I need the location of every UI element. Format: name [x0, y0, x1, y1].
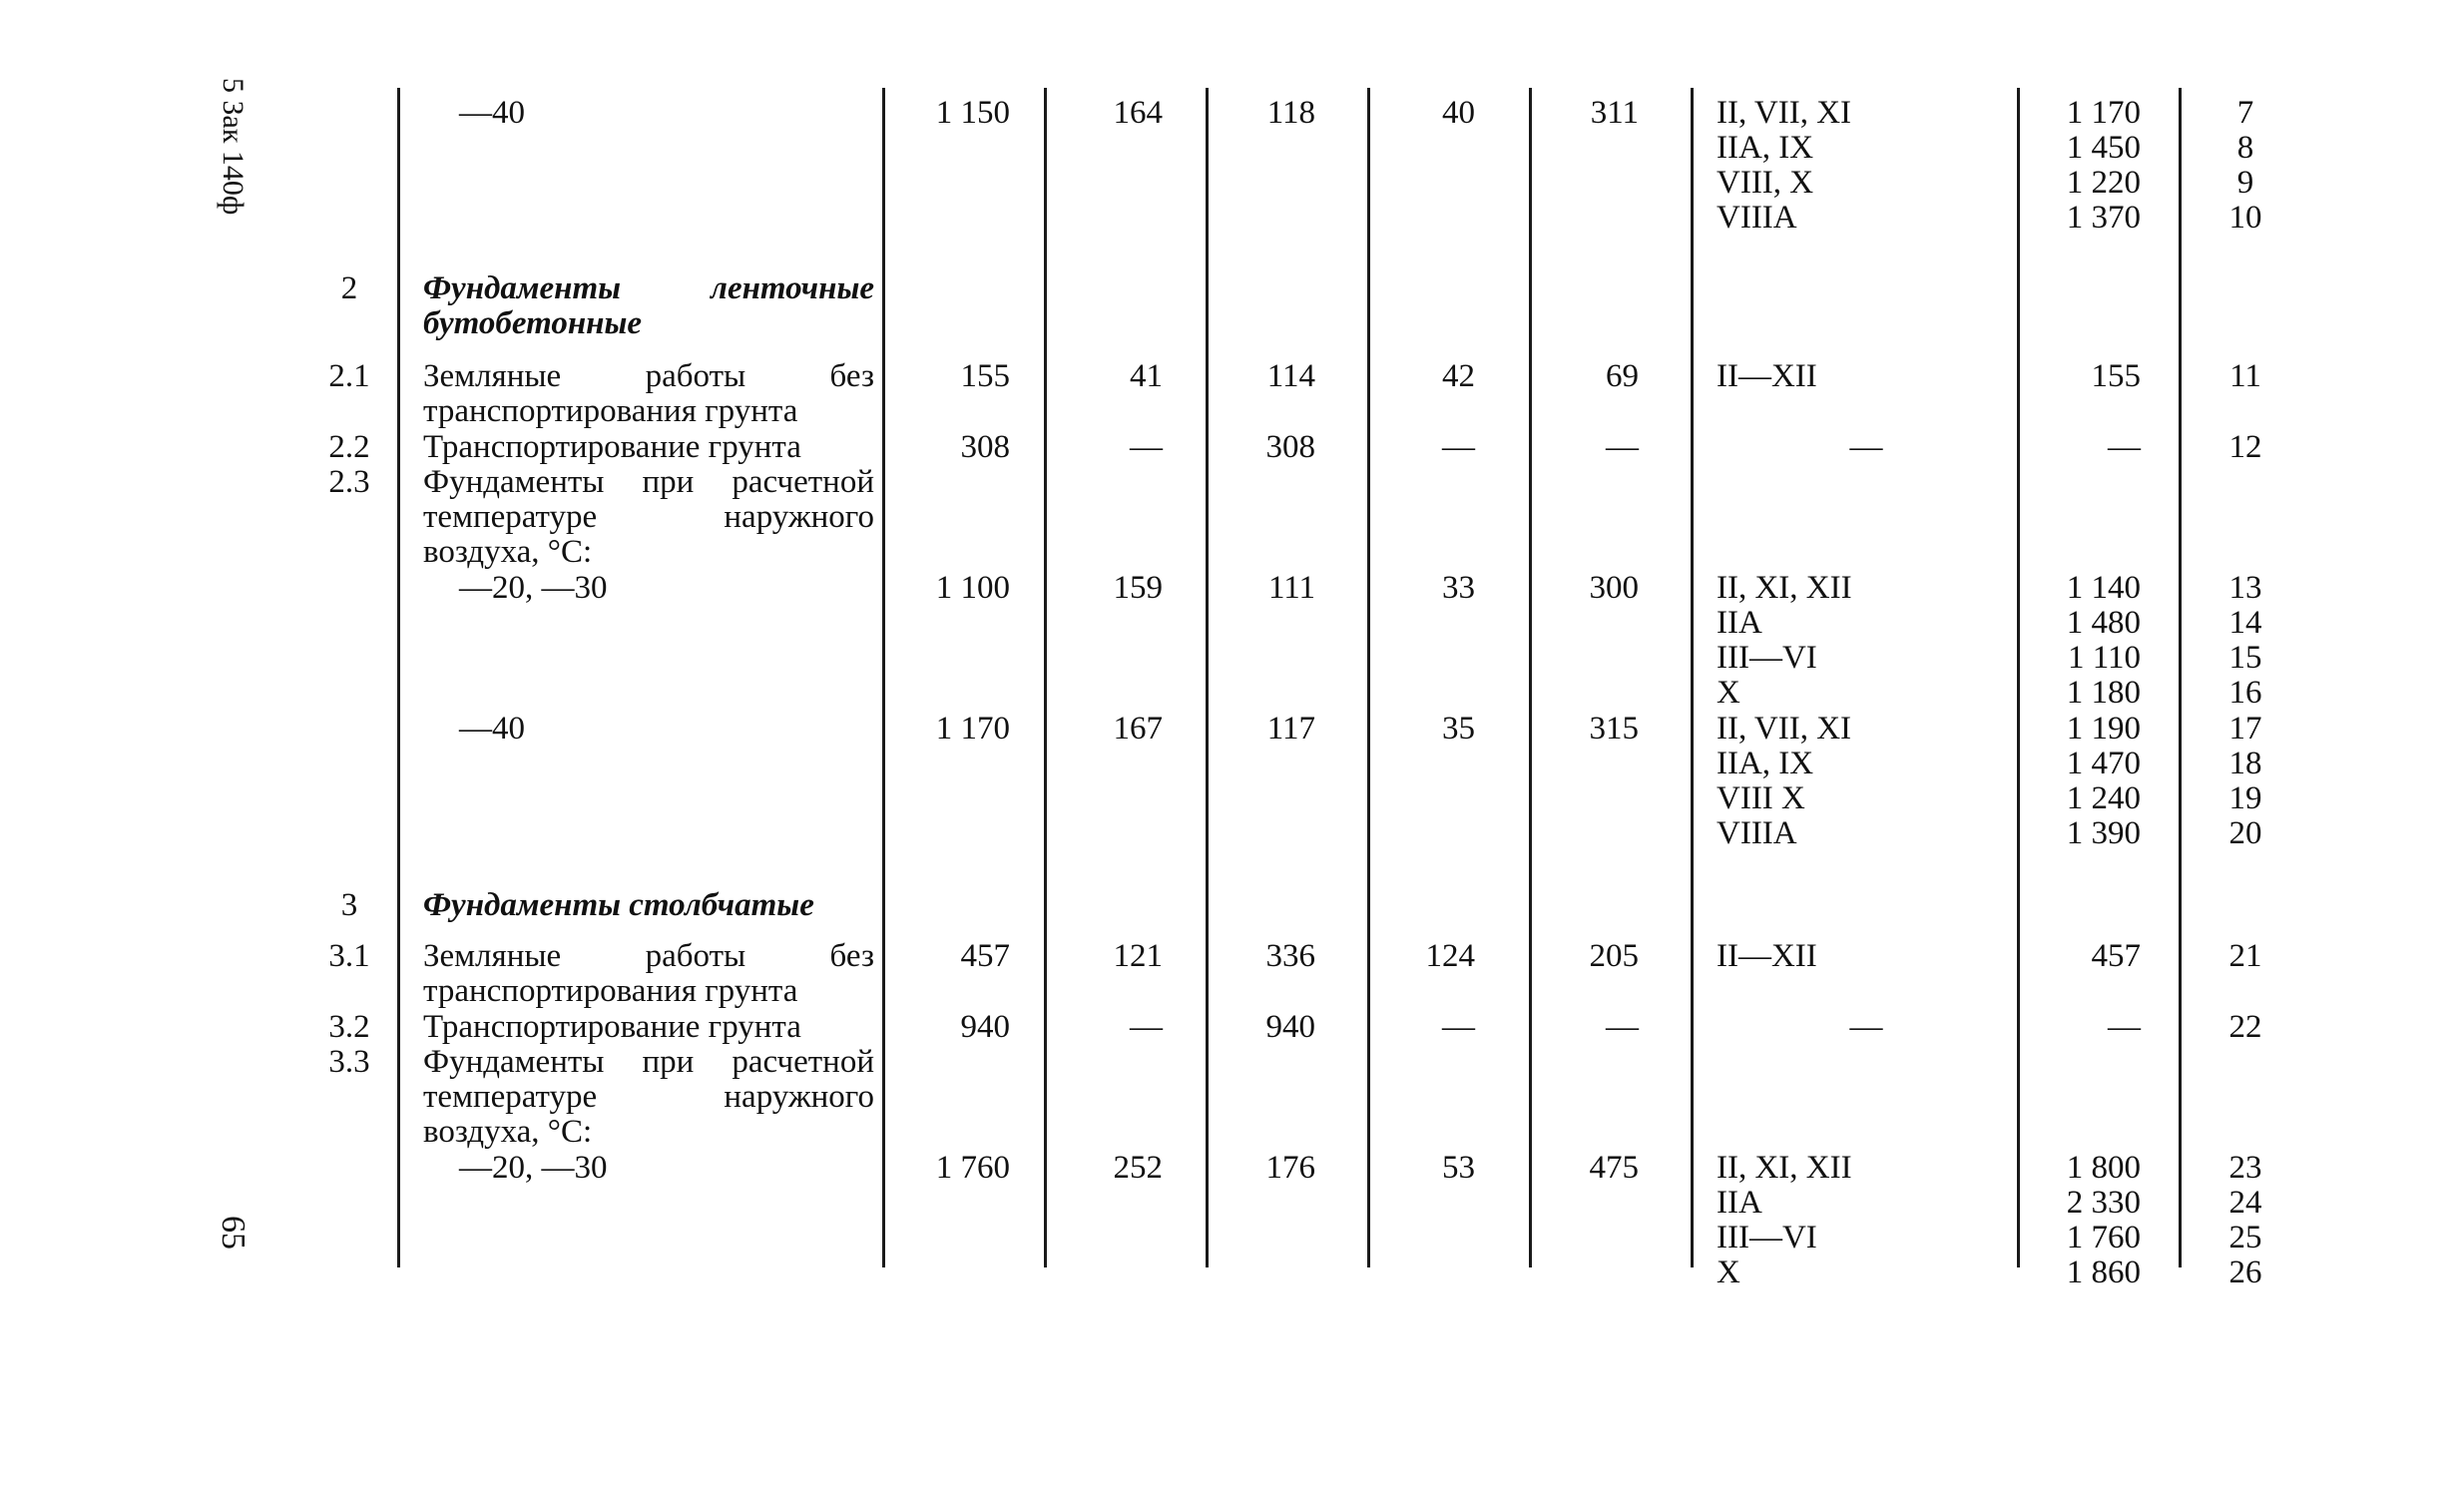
value-cell: 308 [960, 429, 1010, 465]
zone-cell: II, VII, XI [1717, 711, 1852, 747]
zone-cell: VIIIA [1717, 200, 1797, 236]
position-number: 16 [2228, 675, 2262, 711]
value-cell: 155 [960, 358, 1010, 394]
zone-cell: III—VI [1717, 640, 1817, 676]
position-number: 15 [2228, 640, 2262, 676]
work-name: Транспортирование грунта [423, 1009, 801, 1045]
zone-value-cell: 1 390 [2066, 815, 2141, 851]
value-cell: — [1606, 429, 1639, 465]
row-number: 3.1 [328, 938, 370, 974]
value-cell: 457 [960, 938, 1010, 974]
value-cell: 167 [1113, 711, 1163, 747]
zone-cell: IIA [1717, 1185, 1762, 1221]
work-name: Земляные работы без транспортирования грунта [423, 938, 874, 1009]
value-cell: 121 [1113, 938, 1163, 974]
zone-cell: II—XII [1717, 938, 1817, 974]
position-number: 19 [2228, 780, 2262, 816]
position-number: 24 [2228, 1185, 2262, 1221]
position-number: 9 [2236, 165, 2254, 201]
column-rule [882, 88, 885, 1267]
position-number: 25 [2228, 1220, 2262, 1256]
work-name: Земляные работы без транспортирования грунта [423, 358, 874, 429]
value-cell: 205 [1589, 938, 1639, 974]
zone-cell: IIA, IX [1717, 130, 1814, 166]
value-cell: 311 [1590, 95, 1639, 131]
zone-value-cell: 1 140 [2066, 570, 2141, 606]
work-name: —40 [459, 95, 525, 131]
position-number: 26 [2228, 1255, 2262, 1290]
margin-note: 5 Зак 140ф [217, 78, 249, 216]
column-rule [1044, 88, 1047, 1267]
value-cell: 111 [1267, 570, 1315, 606]
value-cell: 159 [1113, 570, 1163, 606]
position-number: 8 [2236, 130, 2254, 166]
value-cell: 315 [1589, 711, 1639, 747]
value-cell: 176 [1265, 1150, 1315, 1186]
zone-value-cell: 1 190 [2066, 711, 2141, 747]
zone-cell: II, VII, XI [1717, 95, 1852, 131]
zone-value-cell: 1 240 [2066, 780, 2141, 816]
value-cell: 69 [1606, 358, 1639, 394]
row-number: 2.1 [328, 358, 370, 394]
zone-cell: VIII X [1717, 780, 1805, 816]
zone-cell: II, XI, XII [1717, 570, 1852, 606]
value-cell: 1 100 [935, 570, 1010, 606]
value-cell: — [1442, 429, 1475, 465]
position-number: 22 [2228, 1009, 2262, 1045]
zone-value-cell: 457 [2091, 938, 2141, 974]
column-rule [2179, 88, 2182, 1267]
work-name: Фундаменты при расчетной температуре наружного воздуха, °C: [423, 1044, 874, 1150]
zone-value-cell: 1 800 [2066, 1150, 2141, 1186]
value-cell: 40 [1442, 95, 1475, 131]
zone-value-cell: 1 470 [2066, 746, 2141, 781]
value-cell: — [1130, 1009, 1163, 1045]
row-number: 3.3 [328, 1044, 370, 1080]
value-cell: 114 [1266, 358, 1315, 394]
zone-value-cell: 1 170 [2066, 95, 2141, 131]
position-number: 12 [2228, 429, 2262, 465]
zone-value-cell: 155 [2091, 358, 2141, 394]
zone-value-cell: 1 450 [2066, 130, 2141, 166]
value-cell: 124 [1425, 938, 1475, 974]
value-cell: 35 [1442, 711, 1475, 747]
zone-cell: — [1849, 1009, 1883, 1045]
value-cell: 53 [1442, 1150, 1475, 1186]
position-number: 18 [2228, 746, 2262, 781]
zone-value-cell: 1 370 [2066, 200, 2141, 236]
position-number: 20 [2228, 815, 2262, 851]
value-cell: 300 [1589, 570, 1639, 606]
work-name: Фундаменты при расчетной температуре наружного воздуха, °C: [423, 464, 874, 570]
section-heading: Фундаменты ленточные бутобетонные [423, 270, 874, 341]
position-number: 17 [2228, 711, 2262, 747]
page-number: 65 [215, 1216, 251, 1250]
value-cell: 336 [1265, 938, 1315, 974]
zone-value-cell: 1 760 [2066, 1220, 2141, 1256]
row-number: 2 [340, 270, 358, 306]
zone-cell: VIII, X [1717, 165, 1814, 201]
row-number: 2.2 [328, 429, 370, 465]
value-cell: 252 [1113, 1150, 1163, 1186]
zone-value-cell: 1 480 [2066, 605, 2141, 641]
value-cell: 42 [1442, 358, 1475, 394]
zone-cell: — [1849, 429, 1883, 465]
column-rule [1367, 88, 1370, 1267]
zone-value-cell: 2 330 [2066, 1185, 2141, 1221]
position-number: 11 [2229, 358, 2261, 394]
value-cell: 118 [1266, 95, 1315, 131]
position-number: 13 [2228, 570, 2262, 606]
value-cell: — [1130, 429, 1163, 465]
zone-value-cell: — [2108, 429, 2141, 465]
zone-cell: X [1717, 1255, 1740, 1290]
work-name: —20, —30 [459, 570, 608, 606]
value-cell: 940 [960, 1009, 1010, 1045]
row-number: 2.3 [328, 464, 370, 500]
position-number: 14 [2228, 605, 2262, 641]
column-rule [1206, 88, 1209, 1267]
zone-value-cell: 1 220 [2066, 165, 2141, 201]
work-name: —40 [459, 711, 525, 747]
zone-value-cell: — [2108, 1009, 2141, 1045]
value-cell: 41 [1130, 358, 1163, 394]
value-cell: — [1606, 1009, 1639, 1045]
zone-cell: VIIIA [1717, 815, 1797, 851]
value-cell: 164 [1113, 95, 1163, 131]
row-number: 3.2 [328, 1009, 370, 1045]
value-cell: 308 [1265, 429, 1315, 465]
zone-cell: X [1717, 675, 1740, 711]
section-heading: Фундаменты столбчатые [423, 887, 814, 923]
value-cell: 475 [1589, 1150, 1639, 1186]
position-number: 23 [2228, 1150, 2262, 1186]
row-number: 3 [340, 887, 358, 923]
zone-value-cell: 1 110 [2067, 640, 2141, 676]
value-cell: 1 760 [935, 1150, 1010, 1186]
zone-cell: IIA [1717, 605, 1762, 641]
value-cell: — [1442, 1009, 1475, 1045]
value-cell: 1 150 [935, 95, 1010, 131]
value-cell: 940 [1265, 1009, 1315, 1045]
position-number: 7 [2236, 95, 2254, 131]
position-number: 10 [2228, 200, 2262, 236]
column-rule [1691, 88, 1694, 1267]
work-name: Транспортирование грунта [423, 429, 801, 465]
zone-cell: III—VI [1717, 1220, 1817, 1256]
column-rule [1529, 88, 1532, 1267]
position-number: 21 [2228, 938, 2262, 974]
zone-value-cell: 1 180 [2066, 675, 2141, 711]
zone-cell: II, XI, XII [1717, 1150, 1852, 1186]
zone-value-cell: 1 860 [2066, 1255, 2141, 1290]
zone-cell: IIA, IX [1717, 746, 1814, 781]
work-name: —20, —30 [459, 1150, 608, 1186]
zone-cell: II—XII [1717, 358, 1817, 394]
value-cell: 117 [1266, 711, 1315, 747]
value-cell: 33 [1442, 570, 1475, 606]
column-rule [397, 88, 400, 1267]
value-cell: 1 170 [935, 711, 1010, 747]
